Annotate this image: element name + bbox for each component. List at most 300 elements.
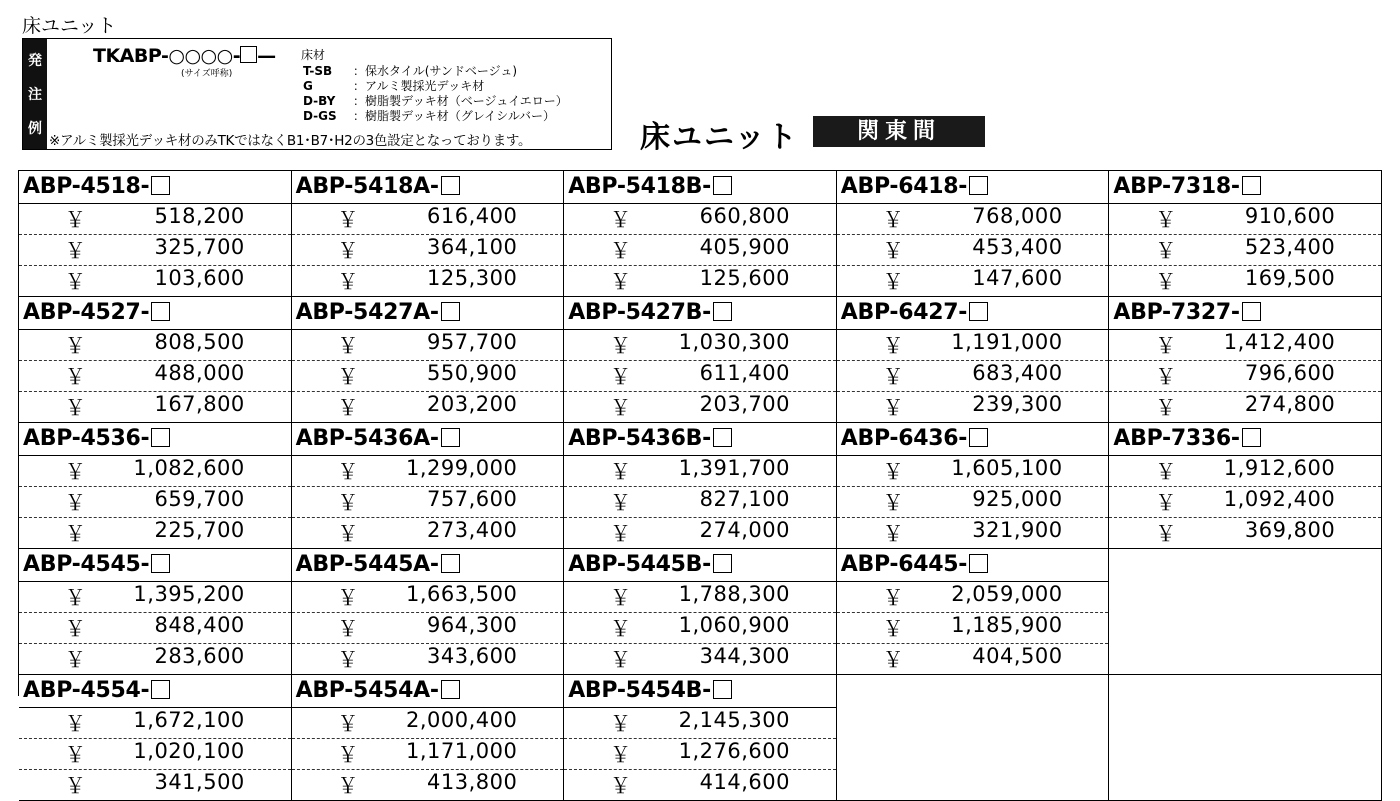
yen-symbol: ￥ bbox=[64, 743, 87, 767]
yen-symbol: ￥ bbox=[609, 712, 632, 736]
price-row bbox=[837, 613, 1109, 644]
product-cell bbox=[292, 171, 565, 297]
model-code-format: TKABP-○○○○- — bbox=[93, 45, 276, 67]
price-amount: 203,700 bbox=[699, 392, 790, 416]
price-value bbox=[883, 613, 1063, 643]
material-placeholder-box bbox=[969, 302, 988, 321]
price-amount: 910,600 bbox=[1244, 204, 1336, 228]
size-placeholder-circles: ○○○○ bbox=[168, 45, 233, 67]
price-row bbox=[19, 582, 291, 613]
yen-symbol: ￥ bbox=[64, 239, 87, 263]
price-row bbox=[564, 456, 836, 487]
order-note: ※アルミ製採光デッキ材のみTKではなくB1･B7･H2の3色設定となっております。 bbox=[49, 133, 532, 149]
price-value bbox=[337, 235, 517, 265]
yen-symbol: ￥ bbox=[882, 617, 905, 641]
price-row bbox=[1109, 204, 1381, 235]
product-cell bbox=[564, 171, 837, 297]
yen-symbol: ￥ bbox=[337, 586, 359, 610]
yen-symbol: ￥ bbox=[609, 617, 632, 641]
model-code: ABP-5436A- bbox=[295, 426, 439, 451]
price-row bbox=[19, 330, 291, 361]
price-amount: 169,500 bbox=[1244, 266, 1336, 290]
yen-symbol: ￥ bbox=[337, 648, 359, 672]
model-code: ABP-6436- bbox=[840, 426, 968, 451]
price-amount: 768,000 bbox=[972, 204, 1063, 228]
price-row bbox=[292, 644, 564, 674]
price-value bbox=[610, 204, 790, 234]
price-row bbox=[837, 644, 1109, 674]
model-name bbox=[564, 423, 836, 456]
price-value bbox=[1155, 518, 1335, 548]
model-code: ABP-5454A- bbox=[295, 678, 439, 703]
material-placeholder-box bbox=[441, 554, 460, 573]
price-row bbox=[292, 739, 564, 770]
price-row bbox=[19, 708, 291, 739]
price-amount: 273,400 bbox=[427, 518, 518, 542]
price-amount: 369,800 bbox=[1244, 518, 1336, 542]
model-name bbox=[1109, 171, 1381, 204]
yen-symbol: ￥ bbox=[609, 648, 632, 672]
yen-symbol: ￥ bbox=[882, 586, 905, 610]
price-row bbox=[1109, 518, 1381, 548]
yen-symbol: ￥ bbox=[609, 396, 632, 420]
material-placeholder-box bbox=[441, 428, 460, 447]
price-amount: 2,059,000 bbox=[951, 582, 1063, 606]
price-row bbox=[292, 330, 564, 361]
option-desc: ：保水タイル(サンドベージュ) bbox=[353, 64, 518, 78]
yen-symbol: ￥ bbox=[64, 586, 87, 610]
price-row bbox=[292, 204, 564, 235]
option-desc: ：樹脂製デッキ材（グレイシルバー） bbox=[353, 109, 556, 123]
model-code: ABP-5436B- bbox=[568, 426, 711, 451]
price-row bbox=[564, 235, 836, 266]
price-value bbox=[883, 361, 1063, 391]
model-code: ABP-4527- bbox=[23, 300, 150, 325]
model-name bbox=[19, 297, 291, 330]
product-cell bbox=[837, 171, 1110, 297]
model-code: ABP-5445B- bbox=[568, 552, 711, 577]
material-placeholder-box bbox=[969, 554, 988, 573]
price-row bbox=[292, 770, 564, 800]
price-amount: 523,400 bbox=[1244, 235, 1336, 259]
product-cell bbox=[564, 297, 837, 423]
price-value bbox=[1155, 361, 1335, 391]
material-placeholder-box bbox=[441, 176, 460, 195]
model-name bbox=[292, 423, 564, 456]
price-amount: 1,092,400 bbox=[1223, 487, 1336, 511]
price-row bbox=[564, 582, 836, 613]
product-cell bbox=[19, 423, 292, 549]
price-row bbox=[292, 518, 564, 548]
material-placeholder-box bbox=[713, 176, 732, 195]
price-value bbox=[65, 456, 245, 486]
price-row bbox=[837, 582, 1109, 613]
yen-symbol: ￥ bbox=[64, 460, 87, 484]
price-row bbox=[837, 487, 1109, 518]
price-value bbox=[610, 392, 790, 422]
price-value bbox=[337, 204, 517, 234]
model-name bbox=[564, 297, 836, 330]
order-label-char: 例 bbox=[28, 121, 42, 137]
price-amount: 1,030,300 bbox=[678, 330, 790, 354]
price-amount: 616,400 bbox=[427, 204, 518, 228]
price-amount: 957,700 bbox=[427, 330, 518, 354]
yen-symbol: ￥ bbox=[337, 743, 359, 767]
yen-symbol: ￥ bbox=[1155, 491, 1177, 515]
price-value bbox=[883, 456, 1063, 486]
yen-symbol: ￥ bbox=[1155, 365, 1177, 389]
price-value bbox=[65, 582, 245, 612]
option-desc: ：アルミ製採光デッキ材 bbox=[353, 79, 485, 93]
material-option bbox=[303, 94, 568, 109]
yen-symbol: ￥ bbox=[337, 239, 359, 263]
price-row bbox=[292, 708, 564, 739]
yen-symbol: ￥ bbox=[64, 491, 87, 515]
product-cell bbox=[1109, 423, 1382, 549]
yen-symbol: ￥ bbox=[337, 617, 359, 641]
price-value bbox=[337, 266, 517, 296]
price-row bbox=[292, 487, 564, 518]
price-row bbox=[19, 739, 291, 770]
price-amount: 364,100 bbox=[427, 235, 518, 259]
material-placeholder-box bbox=[969, 176, 988, 195]
model-name bbox=[19, 423, 291, 456]
price-amount: 550,900 bbox=[427, 361, 518, 385]
price-row bbox=[292, 235, 564, 266]
yen-symbol: ￥ bbox=[1155, 522, 1177, 546]
price-amount: 796,600 bbox=[1244, 361, 1336, 385]
price-amount: 1,082,600 bbox=[133, 456, 245, 480]
price-value bbox=[610, 613, 790, 643]
model-name bbox=[292, 297, 564, 330]
price-value bbox=[883, 518, 1063, 548]
price-amount: 1,185,900 bbox=[951, 613, 1063, 637]
material-placeholder-box bbox=[151, 554, 170, 573]
price-row bbox=[19, 235, 291, 266]
empty-cell bbox=[1109, 549, 1382, 675]
price-amount: 1,912,600 bbox=[1223, 456, 1336, 480]
model-name bbox=[837, 549, 1109, 582]
yen-symbol: ￥ bbox=[882, 270, 905, 294]
yen-symbol: ￥ bbox=[337, 334, 359, 358]
price-value bbox=[65, 266, 245, 296]
price-row bbox=[292, 266, 564, 296]
price-value bbox=[65, 708, 245, 738]
price-value bbox=[65, 739, 245, 769]
yen-symbol: ￥ bbox=[609, 522, 632, 546]
yen-symbol: ￥ bbox=[64, 208, 87, 232]
price-amount: 659,700 bbox=[154, 487, 245, 511]
material-placeholder-box bbox=[151, 302, 170, 321]
model-name bbox=[292, 675, 564, 708]
price-amount: 488,000 bbox=[154, 361, 245, 385]
yen-symbol: ￥ bbox=[337, 208, 359, 232]
price-amount: 321,900 bbox=[972, 518, 1063, 542]
yen-symbol: ￥ bbox=[882, 396, 905, 420]
price-row bbox=[564, 644, 836, 674]
price-amount: 404,500 bbox=[972, 644, 1063, 668]
product-cell bbox=[564, 675, 837, 801]
section-title: 床ユニット bbox=[640, 120, 799, 155]
yen-symbol: ￥ bbox=[609, 743, 632, 767]
price-value bbox=[883, 235, 1063, 265]
price-amount: 344,300 bbox=[699, 644, 790, 668]
price-amount: 413,800 bbox=[427, 770, 518, 794]
material-placeholder-box bbox=[441, 302, 460, 321]
price-row bbox=[837, 392, 1109, 422]
price-value bbox=[1155, 487, 1335, 517]
price-amount: 453,400 bbox=[972, 235, 1063, 259]
model-name bbox=[1109, 423, 1381, 456]
model-code: ABP-6418- bbox=[840, 174, 968, 199]
price-row bbox=[564, 361, 836, 392]
yen-symbol: ￥ bbox=[337, 712, 359, 736]
yen-symbol: ￥ bbox=[609, 586, 632, 610]
price-row bbox=[292, 456, 564, 487]
price-row bbox=[564, 739, 836, 770]
product-cell bbox=[837, 549, 1110, 675]
product-cell bbox=[19, 549, 292, 675]
yen-symbol: ￥ bbox=[337, 396, 359, 420]
price-amount: 683,400 bbox=[972, 361, 1063, 385]
price-row bbox=[19, 644, 291, 674]
price-amount: 203,200 bbox=[427, 392, 518, 416]
price-row bbox=[1109, 456, 1381, 487]
model-code: ABP-7327- bbox=[1113, 300, 1240, 325]
price-amount: 167,800 bbox=[154, 392, 245, 416]
price-row bbox=[19, 204, 291, 235]
model-name bbox=[564, 549, 836, 582]
price-row bbox=[837, 330, 1109, 361]
price-value bbox=[883, 487, 1063, 517]
price-value bbox=[883, 204, 1063, 234]
yen-symbol: ￥ bbox=[609, 365, 632, 389]
model-code: ABP-5454B- bbox=[568, 678, 711, 703]
option-code: D-BY bbox=[303, 94, 336, 108]
model-name bbox=[564, 171, 836, 204]
price-value bbox=[610, 330, 790, 360]
model-code: ABP-5427A- bbox=[295, 300, 439, 325]
price-amount: 2,145,300 bbox=[678, 708, 790, 732]
product-cell bbox=[564, 549, 837, 675]
price-amount: 341,500 bbox=[154, 770, 245, 794]
material-placeholder-box bbox=[1242, 428, 1261, 447]
yen-symbol: ￥ bbox=[609, 460, 632, 484]
yen-symbol: ￥ bbox=[882, 334, 905, 358]
material-placeholder-box bbox=[1242, 176, 1261, 195]
price-row bbox=[19, 613, 291, 644]
price-value bbox=[337, 361, 517, 391]
price-amount: 125,300 bbox=[427, 266, 518, 290]
material-placeholder-box bbox=[713, 428, 732, 447]
price-amount: 225,700 bbox=[154, 518, 245, 542]
yen-symbol: ￥ bbox=[882, 522, 905, 546]
material-placeholder-box bbox=[151, 176, 170, 195]
option-code: D-GS bbox=[303, 109, 337, 123]
model-code-dash: - bbox=[232, 45, 241, 67]
page-title: 床ユニット bbox=[22, 15, 117, 37]
price-value bbox=[337, 644, 517, 674]
material-placeholder-box bbox=[151, 428, 170, 447]
price-row bbox=[19, 487, 291, 518]
price-amount: 1,020,100 bbox=[133, 739, 245, 763]
price-row bbox=[292, 613, 564, 644]
model-name bbox=[1109, 297, 1381, 330]
yen-symbol: ￥ bbox=[609, 491, 632, 515]
price-row bbox=[564, 266, 836, 296]
yen-symbol: ￥ bbox=[337, 774, 359, 798]
price-amount: 1,191,000 bbox=[951, 330, 1063, 354]
price-value bbox=[65, 361, 245, 391]
material-placeholder-box bbox=[713, 302, 732, 321]
price-amount: 274,000 bbox=[699, 518, 790, 542]
yen-symbol: ￥ bbox=[64, 617, 87, 641]
price-amount: 274,800 bbox=[1244, 392, 1336, 416]
price-value bbox=[337, 613, 517, 643]
price-value bbox=[1155, 330, 1335, 360]
model-code: ABP-7336- bbox=[1113, 426, 1240, 451]
model-name bbox=[837, 171, 1109, 204]
price-row bbox=[564, 708, 836, 739]
product-cell bbox=[19, 297, 292, 423]
price-value bbox=[1155, 204, 1335, 234]
price-value bbox=[610, 644, 790, 674]
price-amount: 925,000 bbox=[972, 487, 1063, 511]
empty-cell bbox=[837, 675, 1110, 801]
price-value bbox=[65, 770, 245, 800]
product-cell bbox=[837, 297, 1110, 423]
price-amount: 1,060,900 bbox=[678, 613, 790, 637]
price-amount: 1,672,100 bbox=[133, 708, 245, 732]
yen-symbol: ￥ bbox=[609, 774, 632, 798]
order-label-char: 注 bbox=[28, 87, 42, 103]
price-row bbox=[837, 456, 1109, 487]
price-amount: 964,300 bbox=[427, 613, 518, 637]
price-row bbox=[1109, 330, 1381, 361]
price-amount: 125,600 bbox=[699, 266, 790, 290]
order-example-box bbox=[22, 38, 612, 150]
price-row bbox=[19, 392, 291, 422]
model-name bbox=[292, 171, 564, 204]
price-amount: 848,400 bbox=[154, 613, 245, 637]
material-option bbox=[303, 79, 484, 94]
price-value bbox=[883, 582, 1063, 612]
price-row bbox=[564, 392, 836, 422]
yen-symbol: ￥ bbox=[337, 491, 359, 515]
price-row bbox=[564, 770, 836, 800]
product-cell bbox=[19, 171, 292, 297]
yen-symbol: ￥ bbox=[1155, 334, 1177, 358]
material-option bbox=[303, 64, 517, 79]
empty-cell bbox=[1109, 675, 1382, 801]
material-placeholder-box bbox=[240, 46, 257, 63]
price-value bbox=[337, 708, 517, 738]
price-value bbox=[1155, 266, 1335, 296]
price-amount: 1,663,500 bbox=[406, 582, 518, 606]
order-label-char: 発 bbox=[28, 53, 42, 69]
material-placeholder-box bbox=[713, 554, 732, 573]
price-value bbox=[65, 204, 245, 234]
yen-symbol: ￥ bbox=[64, 396, 87, 420]
model-code: ABP-6427- bbox=[840, 300, 968, 325]
price-amount: 405,900 bbox=[699, 235, 790, 259]
price-amount: 1,395,200 bbox=[133, 582, 245, 606]
model-name bbox=[292, 549, 564, 582]
price-row bbox=[837, 361, 1109, 392]
price-row bbox=[292, 361, 564, 392]
price-row bbox=[1109, 266, 1381, 296]
price-row bbox=[292, 392, 564, 422]
order-example-label bbox=[23, 39, 47, 149]
model-name bbox=[19, 171, 291, 204]
price-value bbox=[337, 392, 517, 422]
yen-symbol: ￥ bbox=[337, 365, 359, 389]
price-row bbox=[19, 266, 291, 296]
yen-symbol: ￥ bbox=[1155, 239, 1177, 263]
material-placeholder-box bbox=[441, 680, 460, 699]
price-table bbox=[18, 170, 1382, 798]
price-value bbox=[65, 330, 245, 360]
price-row bbox=[292, 582, 564, 613]
yen-symbol: ￥ bbox=[337, 522, 359, 546]
model-name bbox=[19, 549, 291, 582]
yen-symbol: ￥ bbox=[882, 460, 905, 484]
price-row bbox=[19, 518, 291, 548]
model-name bbox=[837, 297, 1109, 330]
yen-symbol: ￥ bbox=[609, 334, 632, 358]
price-row bbox=[837, 266, 1109, 296]
price-row bbox=[19, 361, 291, 392]
yen-symbol: ￥ bbox=[882, 491, 905, 515]
model-code: ABP-5445A- bbox=[295, 552, 439, 577]
price-amount: 414,600 bbox=[699, 770, 790, 794]
price-row bbox=[837, 204, 1109, 235]
price-amount: 1,788,300 bbox=[678, 582, 790, 606]
option-code: T-SB bbox=[303, 64, 333, 78]
model-code: ABP-4554- bbox=[23, 678, 150, 703]
region-badge: 関東間 bbox=[813, 116, 985, 147]
yen-symbol: ￥ bbox=[337, 460, 359, 484]
price-amount: 1,412,400 bbox=[1223, 330, 1336, 354]
price-row bbox=[564, 613, 836, 644]
price-value bbox=[337, 582, 517, 612]
price-row bbox=[1109, 361, 1381, 392]
yen-symbol: ￥ bbox=[64, 365, 87, 389]
yen-symbol: ￥ bbox=[64, 648, 87, 672]
price-value bbox=[610, 487, 790, 517]
price-amount: 757,600 bbox=[427, 487, 518, 511]
price-value bbox=[337, 770, 517, 800]
price-value bbox=[337, 518, 517, 548]
price-value bbox=[65, 518, 245, 548]
yen-symbol: ￥ bbox=[882, 365, 905, 389]
yen-symbol: ￥ bbox=[609, 239, 632, 263]
product-cell bbox=[292, 549, 565, 675]
model-code: ABP-4545- bbox=[23, 552, 150, 577]
product-cell bbox=[19, 675, 292, 801]
price-value bbox=[610, 582, 790, 612]
material-placeholder-box bbox=[151, 680, 170, 699]
price-value bbox=[337, 739, 517, 769]
price-value bbox=[610, 708, 790, 738]
model-code: ABP-7318- bbox=[1113, 174, 1240, 199]
price-amount: 827,100 bbox=[699, 487, 790, 511]
price-value bbox=[610, 266, 790, 296]
material-placeholder-box bbox=[1242, 302, 1261, 321]
model-code-prefix: TKABP- bbox=[93, 45, 169, 67]
material-option bbox=[303, 109, 555, 124]
size-name-label: (サイズ呼称) bbox=[181, 69, 233, 79]
